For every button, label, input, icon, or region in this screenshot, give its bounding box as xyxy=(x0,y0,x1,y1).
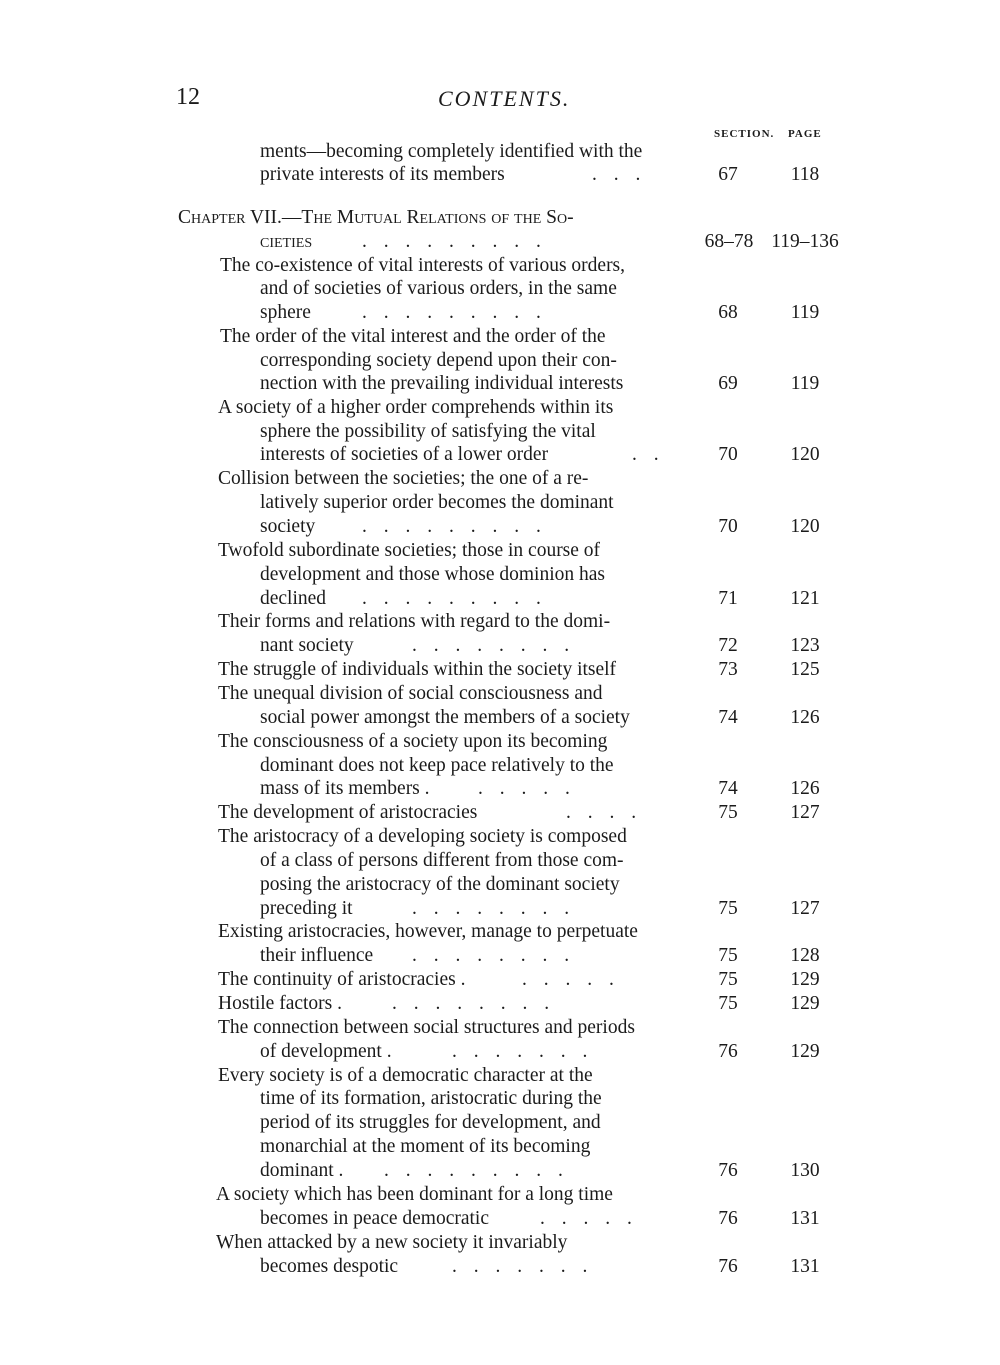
leader-dots: . . . . . . . . xyxy=(412,898,576,919)
entry-text: ments—becoming completely identified with the xyxy=(260,141,643,162)
section-number: 76 xyxy=(718,1041,738,1062)
entry-text: Every society is of a democratic character at the xyxy=(218,1065,593,1086)
section-number: 68 xyxy=(718,302,738,323)
leader-dots: . . . . . . . . . xyxy=(362,516,547,537)
entry-text: becomes in peace democratic xyxy=(260,1208,490,1229)
entry-text: becomes despotic xyxy=(260,1256,399,1277)
entry-text: Collision between the societies; the one of a re- xyxy=(218,468,589,489)
section-number: 73 xyxy=(718,659,738,680)
section-column-header: SECTION. xyxy=(714,128,775,140)
entry-text: A society of a higher order comprehends within its xyxy=(218,397,614,418)
page-reference: 121 xyxy=(790,588,820,609)
page-reference: 126 xyxy=(790,707,820,728)
entry-text: nant society xyxy=(260,635,354,656)
entry-text: society xyxy=(260,516,316,537)
entry-text: declined xyxy=(260,588,327,609)
entry-text: Hostile factors . xyxy=(218,993,343,1014)
section-number: 70 xyxy=(718,516,738,537)
leader-dots: . . . . xyxy=(566,802,643,823)
entry-text: interests of societies of a lower order xyxy=(260,444,549,465)
entry-text: preceding it xyxy=(260,898,353,919)
entry-text: sphere xyxy=(260,302,311,323)
entry-text: The aristocracy of a developing society is composed xyxy=(218,826,627,847)
page-reference: 131 xyxy=(790,1208,820,1229)
entry-text: The co-existence of vital interests of various orders, xyxy=(220,255,626,276)
entry-text: cieties xyxy=(260,231,313,252)
page-reference: 130 xyxy=(790,1160,820,1181)
page-reference: 119 xyxy=(790,302,820,323)
page-title: CONTENTS. xyxy=(438,86,571,111)
page-reference: 127 xyxy=(790,898,820,919)
section-number: 75 xyxy=(718,945,738,966)
entry-text: mass of its members . xyxy=(260,778,430,799)
entry-text: dominant does not keep pace relatively to the xyxy=(260,755,614,776)
page-reference: 119 xyxy=(790,373,820,394)
section-number: 75 xyxy=(718,969,738,990)
section-number: 71 xyxy=(718,588,738,609)
leader-dots: . . . . . . . . xyxy=(412,945,576,966)
leader-dots: . . . . . xyxy=(522,969,620,990)
entry-text: social power amongst the members of a society xyxy=(260,707,630,728)
entry-text: Existing aristocracies, however, manage to perpetuate xyxy=(218,921,638,942)
entry-text: of a class of persons different from those com- xyxy=(260,850,624,871)
page-reference: 123 xyxy=(790,635,820,656)
entry-text: The development of aristocracies xyxy=(218,802,478,823)
entry-text: time of its formation, aristocratic during the xyxy=(260,1088,602,1109)
entry-text: The consciousness of a society upon its becoming xyxy=(218,731,608,752)
entry-text: period of its struggles for development, and xyxy=(260,1112,601,1133)
leader-dots: . . . . . . . . xyxy=(392,993,556,1014)
section-number: 67 xyxy=(718,164,738,185)
page-reference: 128 xyxy=(790,945,820,966)
entry-text: latively superior order becomes the dominant xyxy=(260,492,614,513)
page-reference: 129 xyxy=(790,993,820,1014)
leader-dots: . . . . . . . . xyxy=(412,635,576,656)
entry-text: The continuity of aristocracies . xyxy=(218,969,466,990)
section-number: 75 xyxy=(718,898,738,919)
entry-text: dominant . xyxy=(260,1160,344,1181)
leader-dots: . . . . . . . . . xyxy=(362,302,547,323)
entry-text: and of societies of various orders, in the same xyxy=(260,278,617,299)
entry-text: The connection between social structures and periods xyxy=(218,1017,635,1038)
section-number: 69 xyxy=(718,373,738,394)
leader-dots: . . . . . xyxy=(478,778,576,799)
section-number: 75 xyxy=(718,802,738,823)
leader-dots: . . . . . . . . . xyxy=(362,588,547,609)
entry-text: Twofold subordinate societies; those in course of xyxy=(218,540,601,561)
entry-text: nection with the prevailing individual interests xyxy=(260,373,624,394)
section-number: 75 xyxy=(718,993,738,1014)
entry-text: The unequal division of social consciousness and xyxy=(218,683,603,704)
leader-dots: . . . . . . . xyxy=(452,1256,594,1277)
page-column-header: PAGE xyxy=(788,128,822,140)
section-number: 70 xyxy=(718,444,738,465)
entry-text: A society which has been dominant for a long time xyxy=(216,1184,613,1205)
leader-dots: . . xyxy=(632,444,665,465)
entry-text: The order of the vital interest and the order of the xyxy=(220,326,606,347)
section-number: 76 xyxy=(718,1208,738,1229)
page-reference: 118 xyxy=(790,164,820,185)
page-reference: 129 xyxy=(790,1041,820,1062)
entry-text: private interests of its members xyxy=(260,164,505,185)
leader-dots: . . . . . . . xyxy=(452,1041,594,1062)
page-reference: 127 xyxy=(790,802,820,823)
page-reference: 125 xyxy=(790,659,820,680)
page-reference: 131 xyxy=(790,1256,820,1277)
page-reference: 120 xyxy=(790,444,820,465)
leader-dots: . . . . . . . . . xyxy=(384,1160,569,1181)
section-number: 68–78 xyxy=(704,231,754,252)
section-number: 76 xyxy=(718,1160,738,1181)
entry-text: corresponding society depend upon their con- xyxy=(260,350,617,371)
entry-text: monarchial at the moment of its becoming xyxy=(260,1136,591,1157)
entry-text: posing the aristocracy of the dominant society xyxy=(260,874,620,895)
entry-text: Their forms and relations with regard to the domi- xyxy=(218,611,611,632)
entry-text: sphere the possibility of satisfying the vital xyxy=(260,421,596,442)
section-number: 74 xyxy=(718,778,738,799)
leader-dots: . . . xyxy=(592,164,647,185)
leader-dots: . . . . . . . . . xyxy=(362,231,547,252)
entry-text: Chapter VII.—The Mutual Relations of the So- xyxy=(178,207,574,228)
entry-text: The struggle of individuals within the society itself xyxy=(218,659,617,680)
entry-text: their influence xyxy=(260,945,374,966)
leader-dots: . . . . . xyxy=(540,1208,638,1229)
section-number: 74 xyxy=(718,707,738,728)
entry-text: of development . xyxy=(260,1041,392,1062)
page-reference: 126 xyxy=(790,778,820,799)
page-number: 12 xyxy=(176,84,200,110)
entry-text: development and those whose dominion has xyxy=(260,564,605,585)
page-reference: 119–136 xyxy=(771,231,839,252)
section-number: 76 xyxy=(718,1256,738,1277)
page-reference: 120 xyxy=(790,516,820,537)
page-reference: 129 xyxy=(790,969,820,990)
section-number: 72 xyxy=(718,635,738,656)
entry-text: When attacked by a new society it invariably xyxy=(216,1232,568,1253)
